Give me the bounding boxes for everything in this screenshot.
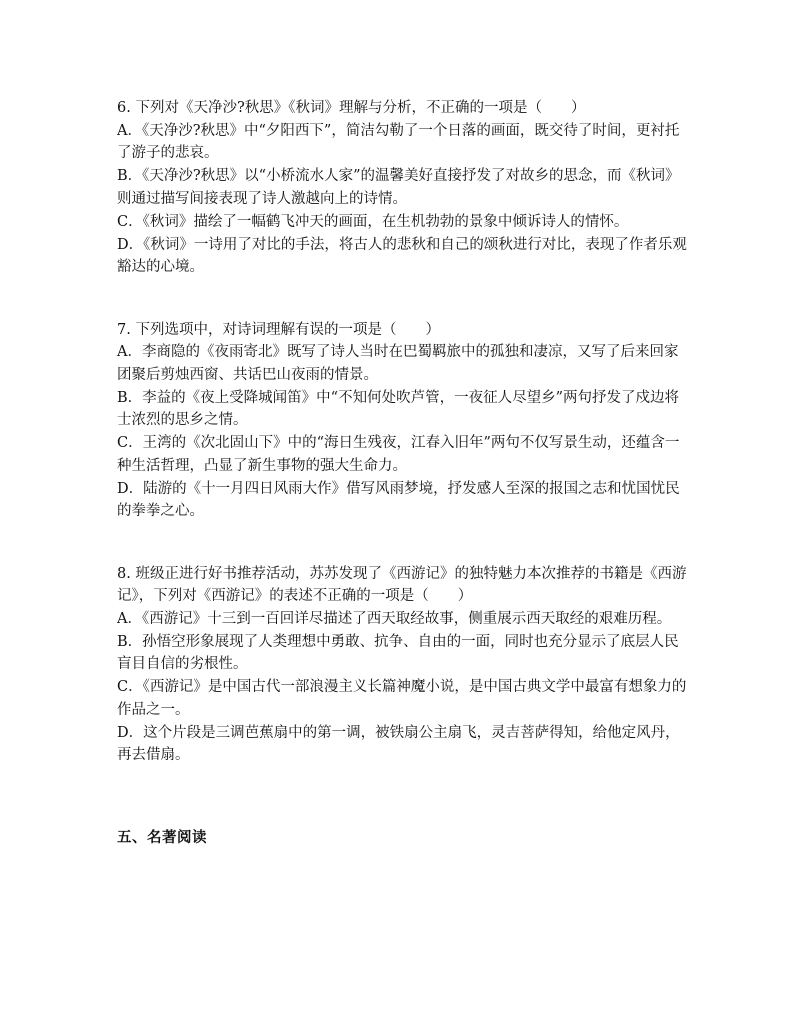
question-stem: 6. 下列对《天净沙?秋思》《秋词》理解与分析，不正确的一项是（ ） [117,100,586,116]
question-stem: 8. 班级正进行好书推荐活动，苏苏发现了《西游记》的独特魅力本次推荐的书籍是《西游记》，下列对《西游记》的表述不正确的一项是（ ） [117,565,687,604]
question-7 [117,319,687,523]
option-d: D．《秋词》一诗用了对比的手法，将古人的悲秋和自己的颂秋进行对比，表现了作者乐观豁达的心境。 [117,236,687,275]
option-c: C．王湾的《次北固山下》中的“海日生残夜，江春入旧年”两句不仅写景生动，还蕴含一种生活哲理，凸显了新生事物的强大生命力。 [117,435,680,474]
option-a: A．李商隐的《夜雨寄北》既写了诗人当时在巴蜀羁旅中的孤独和凄凉，又写了后来回家团聚后剪烛西窗、共话巴山夜雨的情景。 [117,344,679,383]
option-d: D．这个片段是三调芭蕉扇中的第一调，被铁扇公主扇飞，灵吉菩萨得知，给他定风丹，再去借扇。 [117,724,680,763]
option-c: C．《秋词》描绘了一幅鹤飞冲天的画面，在生机勃勃的景象中倾诉诗人的情怀。 [117,213,629,230]
option-c: C．《西游记》是中国古代一部浪漫主义长篇神魔小说，是中国古典文学中最富有想象力的作品之一。 [117,679,687,718]
option-b: B．李益的《夜上受降城闻笛》中“不知何处吹芦管，一夜征人尽望乡”两句抒发了戍边将士浓烈的思乡之情。 [117,389,679,428]
question-stem: 7. 下列选项中，对诗词理解有误的一项是（ ） [117,321,440,338]
question-list [117,97,687,767]
question-6 [117,97,687,279]
option-a: A．《西游记》十三到一百回详尽描述了西天取经故事，侧重展示西天取经的艰难历程。 [117,610,672,627]
section-heading: 五、名著阅读 [117,830,207,846]
option-b: B．孙悟空形象展现了人类理想中勇敢、抗争、自由的一面，同时也充分显示了底层人民盲目自信的劣根性。 [117,633,679,672]
option-d: D．陆游的《十一月四日风雨大作》借写风雨梦境，抒发感人至深的报国之志和忧国忧民的拳拳之心。 [117,480,680,519]
question-8 [117,563,687,767]
option-b: B．《天净沙?秋思》以“小桥流水人家”的温馨美好直接抒发了对故乡的思念，而《秋词》则通过描写间接表现了诗人激越向上的诗情。 [117,168,680,207]
option-a: A．《天净沙?秋思》中“夕阳西下”，简洁勾勒了一个日落的画面，既交待了时间，更衬托了游子的悲哀。 [117,122,680,161]
